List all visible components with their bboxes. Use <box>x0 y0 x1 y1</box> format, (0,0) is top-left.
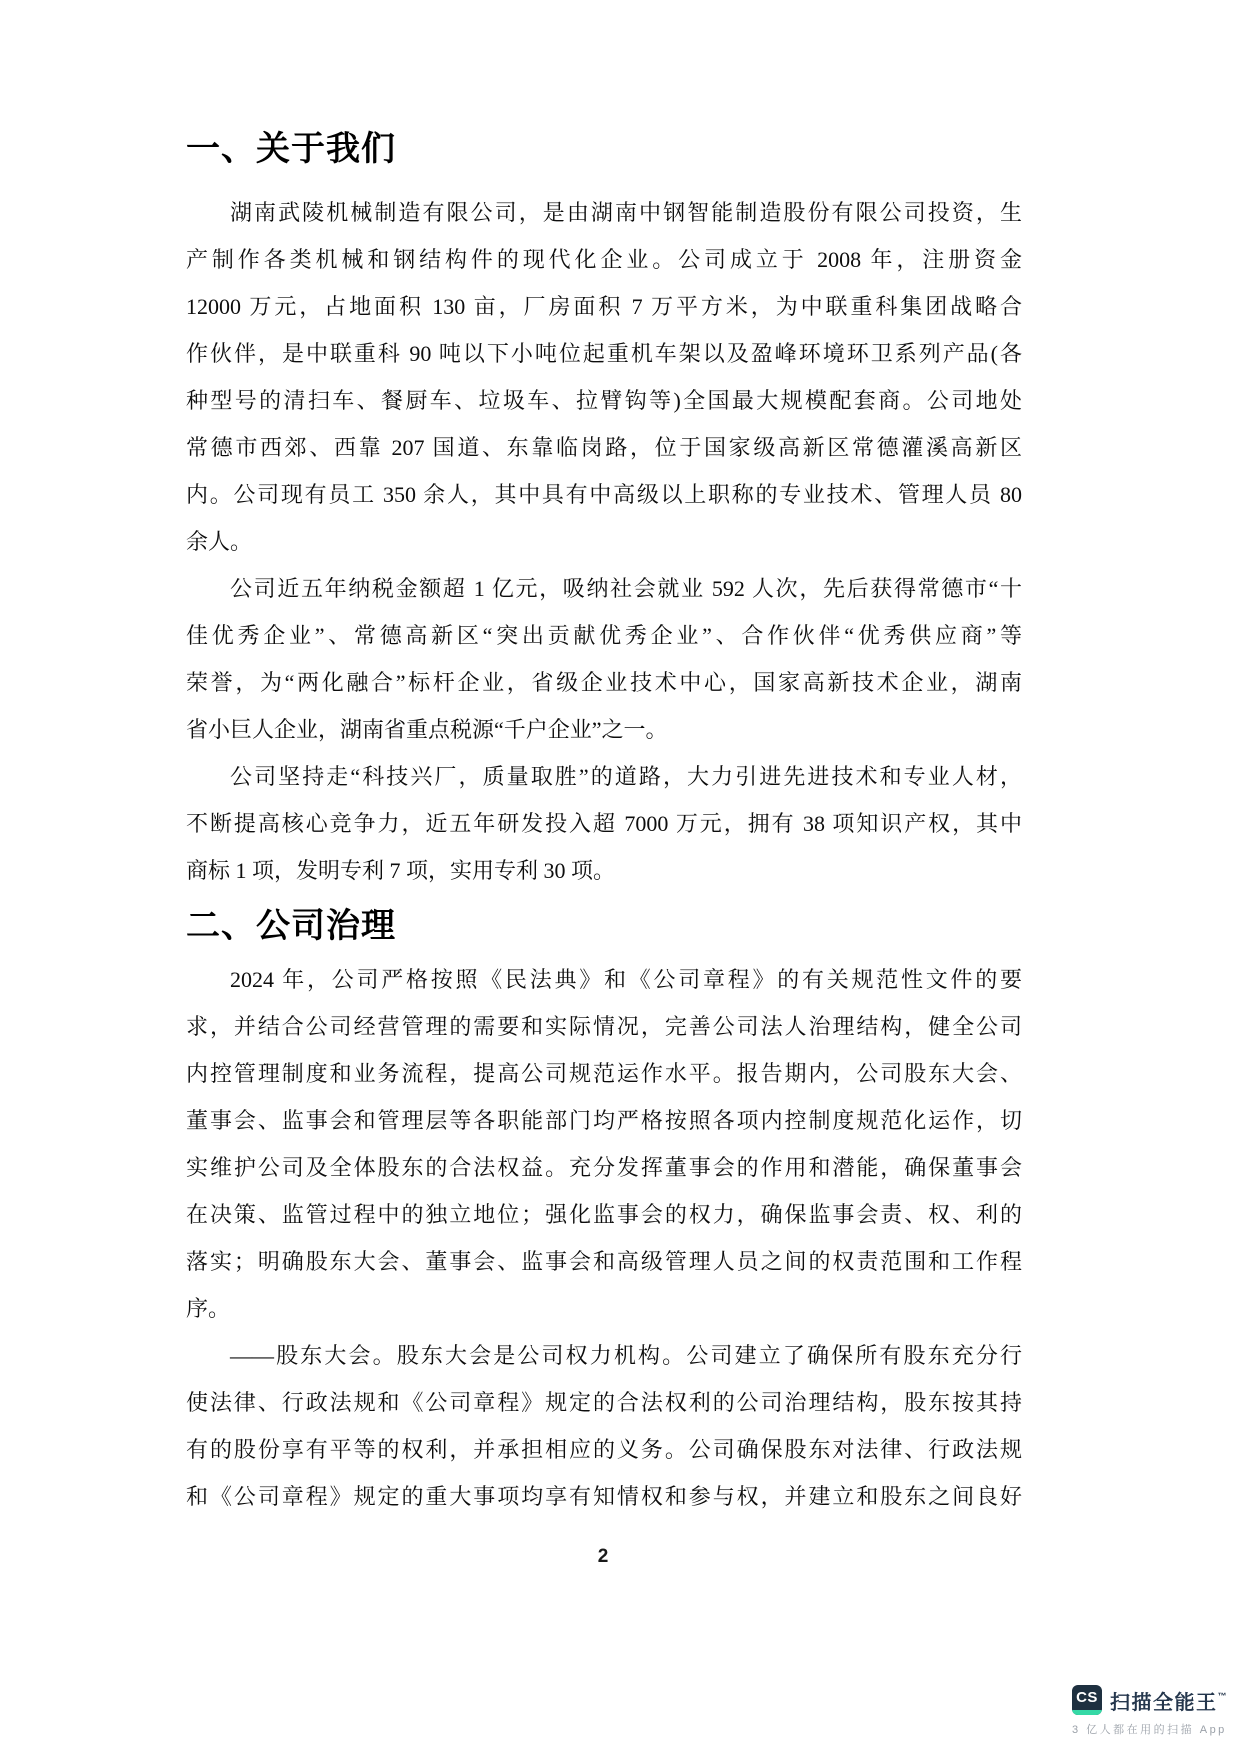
text-line: 求，并结合公司经营管理的需要和实际情况，完善公司法人治理结构，健全公司 <box>186 1014 1022 1039</box>
text-line: 佳优秀企业”、常德高新区“突出贡献优秀企业”、合作伙伴“优秀供应商”等 <box>186 623 1022 648</box>
camscanner-logo-icon <box>1072 1685 1102 1715</box>
camscanner-brand-text <box>1110 1686 1227 1715</box>
page-number: 2 <box>597 1546 609 1567</box>
text-line: 荣誉，为“两化融合”标杆企业，省级企业技术中心，国家高新技术企业，湖南 <box>186 670 1022 695</box>
text-line: 余人。 <box>186 529 253 554</box>
camscanner-watermark <box>1072 1685 1232 1737</box>
text-line: 12000 万元，占地面积 130 亩，厂房面积 7 万平方米，为中联重科集团战略合 <box>186 294 1022 319</box>
text-line: 落实；明确股东大会、董事会、监事会和高级管理人员之间的权责范围和工作程 <box>186 1249 1022 1274</box>
text-line: 湖南武陵机械制造有限公司，是由湖南中钢智能制造股份有限公司投资，生 <box>230 200 1022 225</box>
text-line: 常德市西郊、西靠 207 国道、东靠临岗路，位于国家级高新区常德灌溪高新区 <box>186 435 1022 460</box>
camscanner-logo-accent-strip <box>1072 1710 1102 1715</box>
text-line: 使法律、行政法规和《公司章程》规定的合法权利的公司治理结构，股东按其持 <box>186 1390 1022 1415</box>
trademark-symbol: ™ <box>1217 1690 1227 1701</box>
camscanner-tagline: 3 亿人都在用的扫描 App <box>1072 1724 1227 1736</box>
text-line: 董事会、监事会和管理层等各职能部门均严格按照各项内控制度规范化运作，切 <box>186 1108 1022 1133</box>
text-line: 有的股份享有平等的权利，并承担相应的义务。公司确保股东对法律、行政法规 <box>186 1437 1022 1462</box>
section-heading-governance: 二、公司治理 <box>186 908 396 945</box>
text-line: 作伙伴，是中联重科 90 吨以下小吨位起重机车架以及盈峰环境环卫系列产品(各 <box>186 341 1022 366</box>
text-line: 内。公司现有员工 350 余人，其中具有中高级以上职称的专业技术、管理人员 80 <box>186 482 1022 507</box>
text-line: 商标 1 项，发明专利 7 项，实用专利 30 项。 <box>186 858 616 883</box>
text-line: 不断提高核心竞争力，近五年研发投入超 7000 万元，拥有 38 项知识产权，其中 <box>186 811 1022 836</box>
text-line: 实维护公司及全体股东的合法权益。充分发挥董事会的作用和潜能，确保董事会 <box>186 1155 1022 1180</box>
text-line: 公司近五年纳税金额超 1 亿元，吸纳社会就业 592 人次，先后获得常德市“十 <box>230 576 1022 601</box>
camscanner-watermark-row <box>1072 1685 1232 1715</box>
text-line: 和《公司章程》规定的重大事项均享有知情权和参与权，并建立和股东之间良好 <box>186 1484 1022 1509</box>
text-line: 省小巨人企业，湖南省重点税源“千户企业”之一。 <box>186 717 668 742</box>
camscanner-logo-letters: CS <box>1076 1689 1098 1706</box>
text-line: 内控管理制度和业务流程，提高公司规范运作水平。报告期内，公司股东大会、 <box>186 1061 1022 1086</box>
section-heading-about-us: 一、关于我们 <box>186 131 396 168</box>
text-line: 种型号的清扫车、餐厨车、垃圾车、拉臂钩等)全国最大规模配套商。公司地处 <box>186 388 1022 413</box>
text-line: 公司坚持走“科技兴厂，质量取胜”的道路，大力引进先进技术和专业人材， <box>230 764 1022 789</box>
text-line: ——股东大会。股东大会是公司权力机构。公司建立了确保所有股东充分行 <box>230 1343 1022 1368</box>
text-line: 产制作各类机械和钢结构件的现代化企业。公司成立于 2008 年，注册资金 <box>186 247 1022 272</box>
text-line: 在决策、监管过程中的独立地位；强化监事会的权力，确保监事会责、权、利的 <box>186 1202 1022 1227</box>
document-body <box>186 125 1022 1520</box>
text-line: 2024 年，公司严格按照《民法典》和《公司章程》的有关规范性文件的要 <box>230 967 1022 992</box>
text-line: 序。 <box>186 1296 231 1321</box>
camscanner-brand-name: 扫描全能王 <box>1110 1691 1218 1714</box>
